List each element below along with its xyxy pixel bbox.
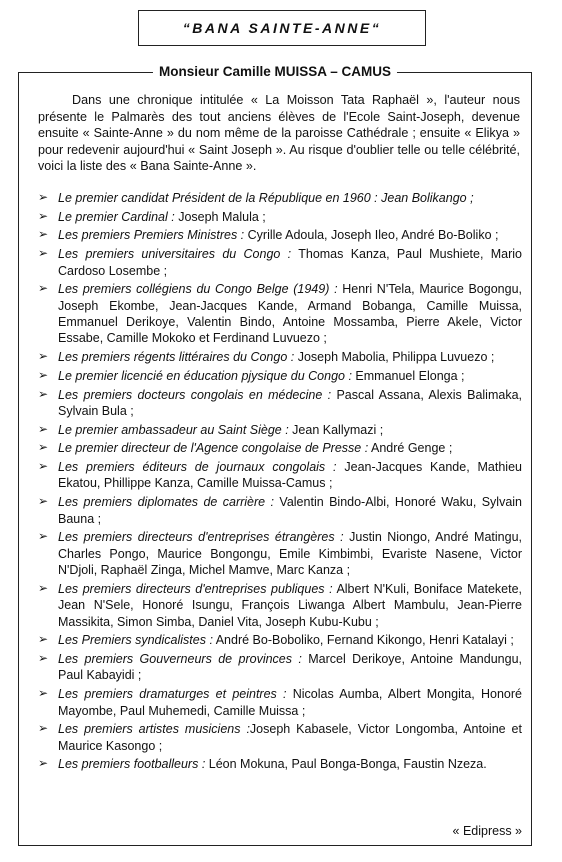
item-role: Les premiers éditeurs de journaux congolais : [58,460,337,475]
list-item [38,651,522,684]
item-role: Les premiers docteurs congolais en médecine : [58,387,332,402]
arrow-bullet-icon: ➢ [38,281,49,296]
source-credit: « Edipress » [452,824,522,838]
arrow-bullet-icon: ➢ [38,459,49,474]
item-names: Marcel Derikoye, Antoine Mandungu, Paul Kabayidi ; [58,652,522,683]
item-names: Jean Kallymazi ; [288,422,384,437]
item-names: Henri N'Tela, Maurice Bogongu, Joseph Ekombe, Jean-Jacques Kande, Armand Bobanga, Camille Muissa, Emmanuel Derikoye, Valentin Bindo, Antoine Mossamba, Pierre Akele, Victor Essabe, Camille Mokoko et Ferdinand Luvuezo ; [58,282,522,346]
item-role: Les premiers collégiens du Congo Belge (1949) : [58,282,338,297]
list-item [38,209,522,225]
arrow-bullet-icon: ➢ [38,529,49,544]
item-names: Joseph Malula ; [174,209,266,224]
arrow-bullet-icon: ➢ [38,246,49,261]
arrow-bullet-icon: ➢ [38,440,49,455]
list-item [38,422,522,438]
arrow-bullet-icon: ➢ [38,208,49,223]
item-role: Les premiers Premiers Ministres : [58,228,245,243]
item-role: Les premiers universitaires du Congo : [58,247,292,262]
item-names: Justin Niongo, André Matingu, Charles Pongo, Maurice Bongongu, Emile Kimbimbi, Evariste Nasene, Victor N'Djoli, Raphaël Zinga, Michel Mamve, Marc Kanza ; [58,530,522,578]
list-item [38,387,522,420]
arrow-bullet-icon: ➢ [38,651,49,666]
item-role: Le premier candidat Président de la République en 1960 : Jean Bolikango ; [58,191,474,205]
list-item [38,440,522,456]
list-item [38,349,522,365]
item-role: Les premiers artistes musiciens : [58,722,250,737]
item-names: Emmanuel Elonga ; [351,368,465,383]
celebrity-list [38,190,522,775]
item-role: Les premiers régents littéraires du Congo : [58,350,295,365]
item-names: Léon Mokuna, Paul Bonga-Bonga, Faustin Nzeza. [205,757,487,772]
item-role: Le premier licencié en éducation pjysique du Congo : [58,368,352,383]
arrow-bullet-icon: ➢ [38,580,49,595]
article-author: Monsieur Camille MUISSA – CAMUS [153,64,397,79]
arrow-bullet-icon: ➢ [38,386,49,401]
item-names: Cyrille Adoula, Joseph Ileo, André Bo-Boliko ; [244,228,499,243]
item-role: Le premier ambassadeur au Saint Siège : [58,422,289,437]
list-item [38,368,522,384]
item-role: Les premiers directeurs d'entreprises publiques : [58,581,333,596]
item-names: Nicolas Aumba, Albert Mongita, Honoré Mayombe, Paul Muhemedi, Camille Muissa ; [58,687,522,718]
list-item [38,529,522,578]
item-role: Les premiers footballeurs : [58,757,206,772]
item-role: Le premier Cardinal : [58,209,175,224]
item-names: Valentin Bindo-Albi, Honoré Waku, Sylvain Bauna ; [58,495,522,526]
list-item [38,686,522,719]
item-role: Les premiers diplomates de carrière : [58,495,275,510]
item-names: Joseph Kabasele, Victor Longomba, Antoine et Maurice Kasongo ; [58,722,522,753]
arrow-bullet-icon: ➢ [38,190,49,204]
arrow-bullet-icon: ➢ [38,367,49,382]
item-names: Jean-Jacques Kande, Mathieu Ekatou, Phillippe Kanza, Camille Muissa-Camus ; [58,460,522,491]
list-item [38,632,522,648]
item-names: Albert N'Kuli, Boniface Matekete, Jean N'Sele, Honoré Isungu, François Liwanga Albert Mambulu, Jean-Pierre Massikita, Simon Simba, Daniel Vita, Joseph Kubu-Kubu ; [58,581,523,629]
list-item [38,190,522,206]
item-role: Les Premiers syndicalistes : [58,633,213,648]
article-intro: Dans une chronique intitulée « La Moisson Tata Raphaël », l'auteur nous présente le Palmarès des tout anciens élèves de l'Ecole Saint-Joseph, devenue ensuite « Sainte-Anne » du nom même de la paroisse Cathédrale ; ensuite « Elikya » pour redevenir aujourd'hui « Saint Joseph ». Au risque d'oublier telle ou telle célébrité, voici la liste des « Bana Sainte-Anne ». [38,93,520,174]
page-title: “BANA SAINTE-ANNE“ [182,20,382,36]
item-names: Pascal Assana, Alexis Balimaka, Sylvain Bula ; [58,387,522,418]
list-item [38,246,522,279]
title-box [138,10,426,46]
list-item [38,281,522,347]
list-item [38,459,522,492]
item-names: Thomas Kanza, Paul Mushiete, Mario Cardoso Losembe ; [58,247,522,278]
arrow-bullet-icon: ➢ [38,686,49,701]
list-item [38,227,522,243]
item-role: Les premiers dramaturges et peintres : [58,687,287,702]
item-names: Joseph Mabolia, Philippa Luvuezo ; [294,350,495,365]
list-item [38,494,522,527]
arrow-bullet-icon: ➢ [38,227,49,242]
item-role: Les premiers Gouverneurs de provinces : [58,652,302,667]
arrow-bullet-icon: ➢ [38,756,49,771]
arrow-bullet-icon: ➢ [38,721,49,736]
arrow-bullet-icon: ➢ [38,349,49,364]
arrow-bullet-icon: ➢ [38,632,49,647]
arrow-bullet-icon: ➢ [38,421,49,436]
item-role: Les premiers directeurs d'entreprises étrangères : [58,530,344,545]
item-role: Le premier directeur de l'Agence congolaise de Presse : [58,441,369,456]
arrow-bullet-icon: ➢ [38,494,49,509]
list-item [38,721,522,754]
item-names: André Genge ; [368,441,453,456]
list-item [38,581,522,630]
item-names: André Bo-Boboliko, Fernand Kikongo, Henri Katalayi ; [212,633,514,648]
list-item [38,756,522,772]
